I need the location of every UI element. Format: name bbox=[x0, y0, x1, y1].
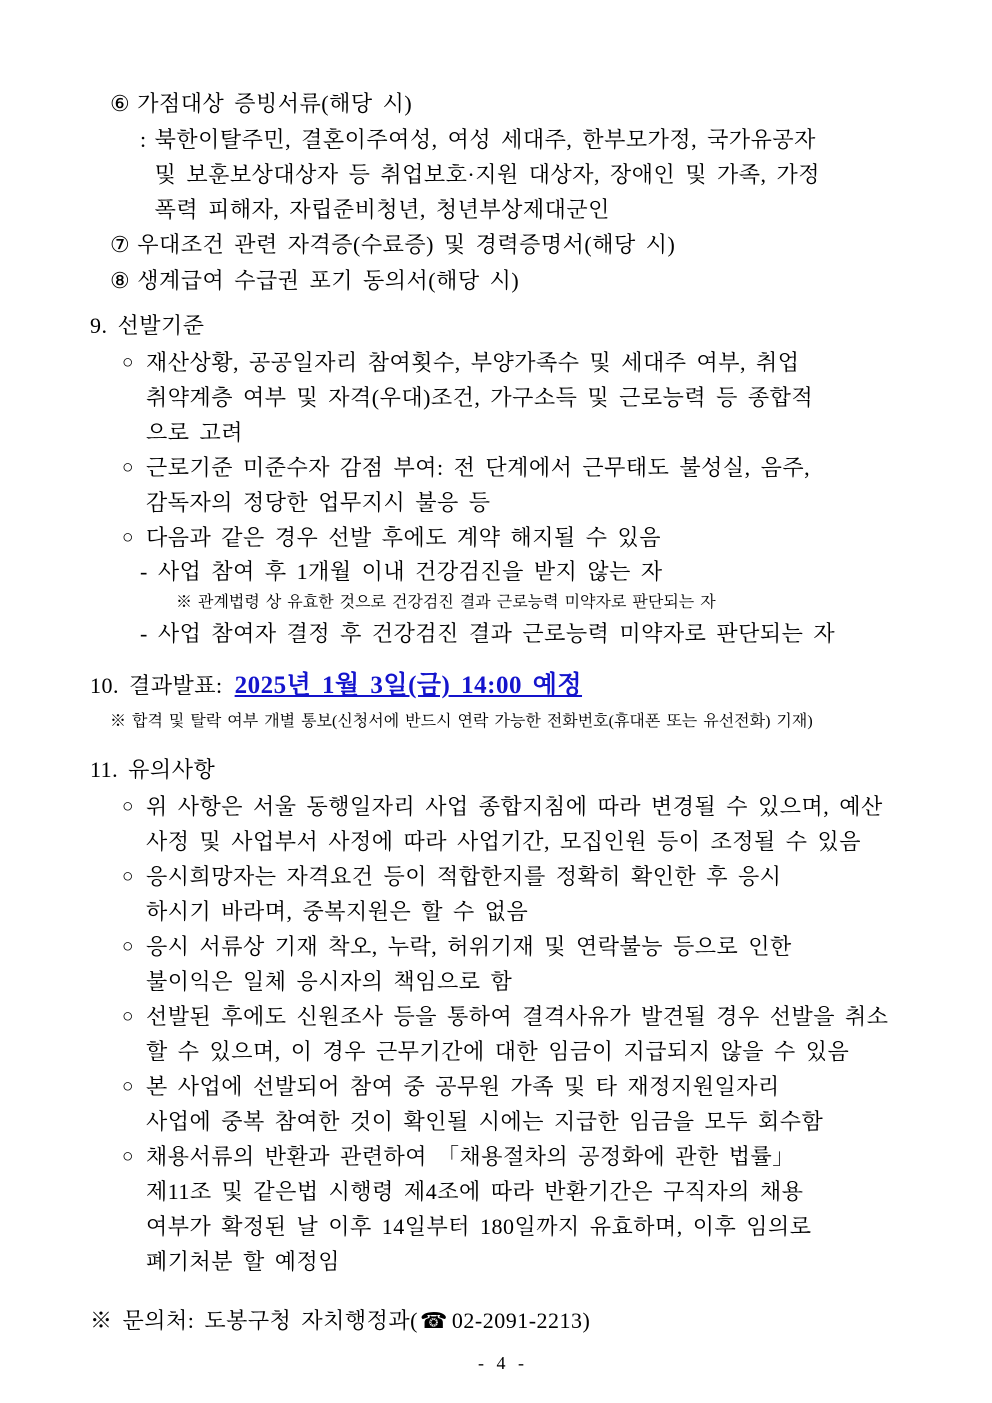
detail-lines bbox=[155, 122, 820, 227]
contact-text: ※ 문의처: 도봉구청 자치행정과( bbox=[90, 1308, 418, 1333]
section-notice bbox=[90, 751, 914, 1279]
text-line: 채용서류의 반환과 관련하여 「채용절차의 공정화에 관한 법률」 bbox=[145, 1144, 795, 1169]
bullet-lines bbox=[146, 999, 889, 1069]
circle-bullet-icon: ○ bbox=[122, 1146, 134, 1167]
reference-note: ※ 합격 및 탈락 여부 개별 통보(신청서에 반드시 연락 가능한 전화번호(휴대폰 또는 유선전화) 기재) bbox=[110, 713, 813, 730]
bullet-item bbox=[90, 859, 914, 929]
text-line: 사업에 중복 참여한 것이 확인될 시에는 지급한 임금을 모두 회수함 bbox=[145, 1109, 824, 1134]
circle-bullet-icon: ○ bbox=[122, 796, 134, 817]
text-line: 응시 서류상 기재 착오, 누락, 허위기재 및 연락불능 등으로 인한 bbox=[145, 934, 792, 959]
text-line: 위 사항은 서울 동행일자리 사업 종합지침에 따라 변경될 수 있으며, 예산 bbox=[145, 794, 883, 819]
item-text: 생계급여 수급권 포기 동의서(해당 시) bbox=[137, 268, 520, 293]
list-item bbox=[90, 86, 914, 122]
dash-text: 사업 참여 후 1개월 이내 건강검진을 받지 않는 자 bbox=[157, 559, 663, 584]
page-footer bbox=[90, 1301, 914, 1379]
announcement-date: 2025년 1월 3일(금) 14:00 예정 bbox=[234, 672, 583, 699]
bullet-item bbox=[90, 929, 914, 999]
text-line: 사정 및 사업부서 사정에 따라 사업기간, 모집인원 등이 조정될 수 있음 bbox=[145, 829, 862, 854]
circle-bullet-icon: ○ bbox=[122, 866, 134, 887]
text-line: 할 수 있으며, 이 경우 근무기간에 대한 임금이 지급되지 않을 수 있음 bbox=[145, 1039, 850, 1064]
list-item bbox=[90, 263, 914, 299]
section-selection-criteria bbox=[90, 307, 914, 651]
bullet-lines bbox=[146, 859, 782, 929]
bullet-lines bbox=[146, 1139, 812, 1279]
dash-text: 사업 참여자 결정 후 건강검진 결과 근로능력 미약자로 판단되는 자 bbox=[157, 621, 836, 646]
item-marker: ⑥ bbox=[110, 91, 131, 116]
circle-bullet-icon: ○ bbox=[122, 457, 134, 478]
item-marker: ⑧ bbox=[110, 268, 131, 293]
section-result-announcement bbox=[90, 665, 914, 737]
text-line: 다음과 같은 경우 선발 후에도 계약 해지될 수 있음 bbox=[145, 525, 662, 550]
text-line: 여부가 확정된 날 이후 14일부터 180일까지 유효하며, 이후 임의로 bbox=[145, 1214, 812, 1239]
text-line: 선발된 후에도 신원조사 등을 통하여 결격사유가 발견될 경우 선발을 취소 bbox=[145, 1004, 889, 1029]
bullet-item bbox=[90, 1069, 914, 1139]
reference-note: ※ 관계법령 상 유효한 것으로 건강검진 결과 근로능력 미약자로 판단되는 자 bbox=[176, 594, 716, 611]
dash-item bbox=[90, 617, 914, 651]
section-heading: 9. 선발기준 bbox=[90, 313, 205, 338]
text-line: 폭력 피해자, 자립준비청년, 청년부상제대군인 bbox=[154, 197, 610, 222]
bullet-lines bbox=[146, 1069, 823, 1139]
bullet-item bbox=[90, 520, 914, 555]
bullet-item bbox=[90, 999, 914, 1069]
circle-bullet-icon: ○ bbox=[122, 527, 134, 548]
dash-item bbox=[90, 555, 914, 589]
text-line: 북한이탈주민, 결혼이주여성, 여성 세대주, 한부모가정, 국가유공자 bbox=[154, 127, 816, 152]
text-line: 불이익은 일체 응시자의 책임으로 함 bbox=[145, 969, 513, 994]
text-line: 취약계층 여부 및 자격(우대)조건, 가구소득 및 근로능력 등 종합적 bbox=[145, 385, 814, 410]
text-line: 폐기처분 할 예정임 bbox=[145, 1249, 341, 1274]
bullet-lines bbox=[146, 789, 883, 859]
phone-icon: ☎ bbox=[419, 1308, 448, 1333]
circle-bullet-icon: ○ bbox=[122, 1006, 134, 1027]
section-heading: 11. 유의사항 bbox=[90, 757, 216, 782]
circle-bullet-icon: ○ bbox=[122, 936, 134, 957]
circle-bullet-icon: ○ bbox=[122, 352, 134, 373]
page-number: - 4 - bbox=[478, 1353, 526, 1373]
text-line: 감독자의 정당한 업무지시 불응 등 bbox=[145, 490, 491, 515]
text-line: 하시기 바라며, 중복지원은 할 수 없음 bbox=[145, 899, 529, 924]
text-line: 으로 고려 bbox=[145, 420, 243, 445]
bullet-lines bbox=[146, 520, 661, 555]
item-marker: ⑦ bbox=[110, 232, 131, 257]
text-line: 응시희망자는 자격요건 등이 적합한지를 정확히 확인한 후 응시 bbox=[145, 864, 782, 889]
text-line: 및 보훈보상대상자 등 취업보호·지원 대상자, 장애인 및 가족, 가정 bbox=[154, 162, 821, 187]
bullet-item bbox=[90, 450, 914, 520]
colon-marker: : bbox=[140, 127, 147, 152]
contact-info bbox=[90, 1301, 914, 1341]
bullet-item bbox=[90, 1139, 914, 1279]
bullet-lines bbox=[146, 450, 810, 520]
text-line: 본 사업에 선발되어 참여 중 공무원 가족 및 타 재정지원일자리 bbox=[145, 1074, 780, 1099]
text-line: 재산상황, 공공일자리 참여횟수, 부양가족수 및 세대주 여부, 취업 bbox=[145, 350, 800, 375]
attachment-list bbox=[90, 86, 914, 299]
dash-marker: - bbox=[140, 621, 148, 646]
bullet-item bbox=[90, 345, 914, 450]
dash-marker: - bbox=[140, 559, 148, 584]
circle-bullet-icon: ○ bbox=[122, 1076, 134, 1097]
text-line: 제11조 및 같은법 시행령 제4조에 따라 반환기간은 구직자의 채용 bbox=[145, 1179, 804, 1204]
heading-prefix: 10. 결과발표: bbox=[90, 673, 223, 698]
list-item-detail bbox=[90, 122, 914, 227]
bullet-lines bbox=[146, 345, 813, 450]
item-text: 우대조건 관련 자격증(수료증) 및 경력증명서(해당 시) bbox=[137, 232, 676, 257]
text-line: 근로기준 미준수자 감점 부여: 전 단계에서 근무태도 불성실, 음주, bbox=[145, 455, 811, 480]
item-text: 가점대상 증빙서류(해당 시) bbox=[137, 91, 413, 116]
section-heading bbox=[90, 665, 914, 707]
list-item bbox=[90, 227, 914, 263]
bullet-item bbox=[90, 789, 914, 859]
contact-number: 02-2091-2213) bbox=[451, 1308, 591, 1333]
bullet-lines bbox=[146, 929, 792, 999]
